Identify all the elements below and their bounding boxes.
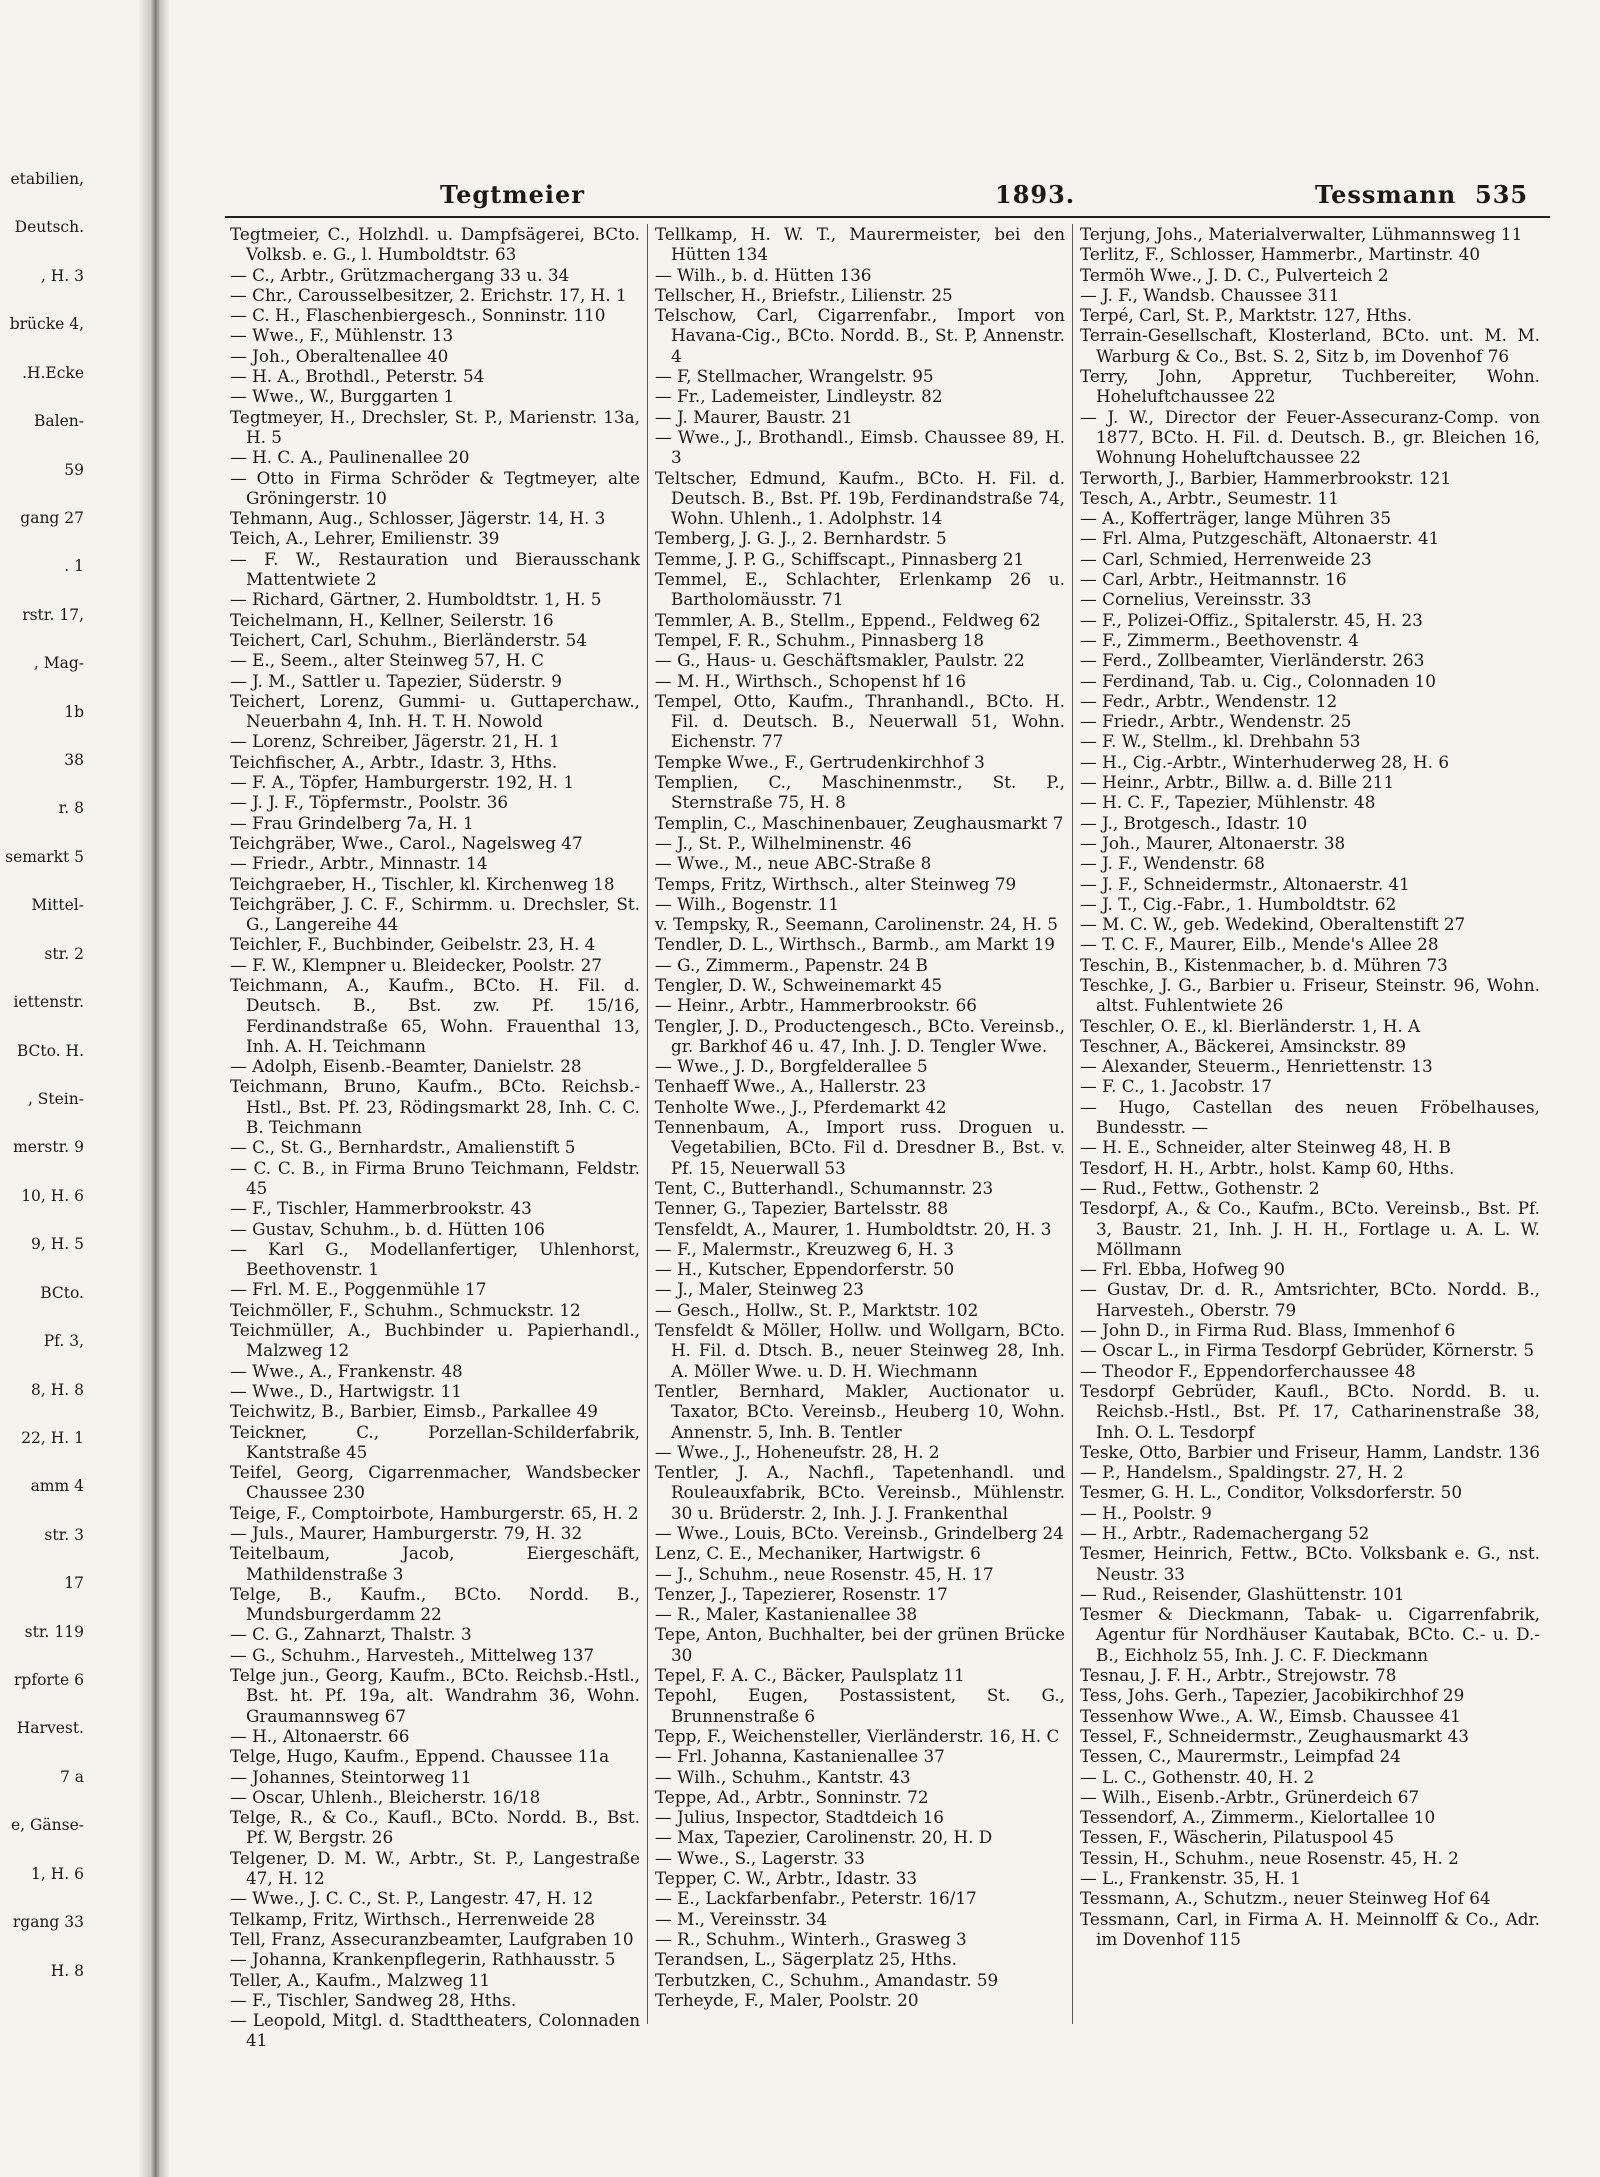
directory-entry: — Joh., Maurer, Altonaerstr. 38 bbox=[1080, 832, 1346, 853]
directory-entry: — H. E., Schneider, alter Steinweg 48, H. B bbox=[1080, 1137, 1451, 1158]
directory-entry: — H. A., Brothdl., Peterstr. 54 bbox=[230, 366, 485, 387]
directory-entry: Tesnau, J. F. H., Arbtr., Strejowstr. 78 bbox=[1080, 1665, 1397, 1686]
directory-entry: — R., Schuhm., Winterh., Grasweg 3 bbox=[655, 1928, 967, 1949]
directory-entry: Teschler, O. E., kl. Bierländerstr. 1, H. A bbox=[1080, 1015, 1421, 1036]
left-page-text: Balen- bbox=[34, 412, 84, 431]
left-page-text: 1b bbox=[64, 702, 84, 721]
directory-entry: — Wwe., J. D., Borgfelderallee 5 bbox=[655, 1056, 928, 1077]
directory-entry: — Wwe., Louis, BCto. Vereinsb., Grindelberg 24 bbox=[655, 1523, 1064, 1543]
directory-entry: — J. W., Director der Feuer-Assecuranz-Comp. von 1877, BCto. H. Fil. d. Deutsch. B., gr. Bleichen 16, Wohnung Hoheluftchaussee 22 bbox=[1080, 406, 1540, 468]
directory-entry: — H., Altonaerstr. 66 bbox=[230, 1725, 410, 1746]
directory-entry: Tessin, H., Schuhm., neue Rosenstr. 45, H. 2 bbox=[1080, 1847, 1459, 1868]
directory-entry: — M. H., Wirthsch., Schopenst hf 16 bbox=[655, 670, 967, 691]
directory-entry: — C. C. B., in Firma Bruno Teichmann, Feldstr. 45 bbox=[230, 1157, 640, 1198]
directory-entry: — J. F., Wendenstr. 68 bbox=[1080, 853, 1265, 874]
left-page-text: H. 8 bbox=[50, 1961, 84, 1980]
directory-entry: Teichert, Carl, Schuhm., Bierländerstr. 54 bbox=[230, 629, 587, 650]
directory-entry: — Wwe., F., Mühlenstr. 13 bbox=[230, 325, 454, 346]
directory-entry: Telge, B., Kaufm., BCto. Nordd. B., Mundsburgerdamm 22 bbox=[230, 1583, 640, 1625]
directory-entry: — F. A., Töpfer, Hamburgerstr. 192, H. 1 bbox=[230, 772, 575, 793]
directory-entry: Terrain-Gesellschaft, Klosterland, BCto. unt. M. M. Warburg & Co., Bst. S. 2, Sitz b, im Dovenhof 76 bbox=[1080, 325, 1540, 366]
directory-entry: Terjung, Johs., Materialverwalter, Lühmannsweg 11 bbox=[1080, 224, 1523, 244]
directory-entry: — Lorenz, Schreiber, Jägerstr. 21, H. 1 bbox=[230, 731, 560, 752]
left-page-text: str. 119 bbox=[24, 1622, 84, 1641]
directory-entry: Telge jun., Georg, Kaufm., BCto. Reichsb.-Hstl., Bst. ht. Pf. 19a, alt. Wandrahm 36, Wohn. Graumannsweg 67 bbox=[230, 1665, 640, 1726]
directory-entry: Tenner, G., Tapezier, Bartelsstr. 88 bbox=[655, 1198, 949, 1219]
directory-entry: — F. W., Restauration und Bierausschank Mattentwiete 2 bbox=[230, 548, 640, 590]
directory-entry: — A., Kofferträger, lange Mühren 35 bbox=[1080, 508, 1392, 529]
directory-entry: — Wwe., D., Hartwigstr. 11 bbox=[230, 1380, 462, 1401]
directory-entry: Tessen, C., Maurermstr., Leimpfad 24 bbox=[1080, 1746, 1401, 1767]
directory-entry: — L. C., Gothenstr. 40, H. 2 bbox=[1080, 1766, 1315, 1787]
directory-entry: — Wwe., J., Brothandl., Eimsb. Chaussee 89, H. 3 bbox=[655, 426, 1065, 468]
directory-entry: — Fr., Lademeister, Lindleystr. 82 bbox=[655, 386, 943, 407]
directory-entry: Tessmann, Carl, in Firma A. H. Meinnolff & Co., Adr. im Dovenhof 115 bbox=[1080, 1908, 1540, 1949]
left-page-text: , Mag- bbox=[33, 654, 84, 673]
directory-entry: Tepp, F., Weichensteller, Vierländerstr. 16, H. C bbox=[655, 1725, 1060, 1746]
directory-column-2 bbox=[655, 224, 1065, 2054]
page-header bbox=[230, 180, 1550, 216]
directory-entry: — Chr., Carousselbesitzer, 2. Erichstr. 17, H. 1 bbox=[230, 284, 627, 305]
directory-entry: Lenz, C. E., Mechaniker, Hartwigstr. 6 bbox=[655, 1543, 981, 1564]
directory-entry: — F. W., Klempner u. Bleidecker, Poolstr. 27 bbox=[230, 954, 602, 975]
directory-entry: — Wwe., A., Frankenstr. 48 bbox=[230, 1360, 463, 1381]
left-page-text: 1, H. 6 bbox=[31, 1864, 84, 1883]
directory-entry: — Friedr., Arbtr., Wendenstr. 25 bbox=[1080, 711, 1352, 732]
directory-entry: Tesdorpf Gebrüder, Kaufl., BCto. Nordd. B. u. Reichsb.-Hstl., Bst. Pf. 17, Catharinenstraße 38, Inh. O. L. Tesdorpf bbox=[1080, 1380, 1540, 1442]
directory-entry: Tess, Johs. Gerh., Tapezier, Jacobikirchhof 29 bbox=[1080, 1685, 1465, 1706]
directory-entry: — Ferd., Zollbeamter, Vierländerstr. 263 bbox=[1080, 650, 1425, 671]
directory-entry: — John D., in Firma Rud. Blass, Immenhof 6 bbox=[1080, 1320, 1456, 1341]
directory-entry: Tessen, F., Wäscherin, Pilatuspool 45 bbox=[1080, 1827, 1395, 1848]
directory-entry: Teller, A., Kaufm., Malzweg 11 bbox=[230, 1969, 491, 1990]
directory-entry: — C., Arbtr., Grützmachergang 33 u. 34 bbox=[230, 264, 570, 285]
directory-entry: Teichfischer, A., Arbtr., Idastr. 3, Hths. bbox=[230, 751, 558, 772]
directory-entry: — J. F., Wandsb. Chaussee 311 bbox=[1080, 284, 1340, 305]
directory-entry: — Wilh., b. d. Hütten 136 bbox=[655, 264, 872, 285]
directory-entry: — Wwe., M., neue ABC-Straße 8 bbox=[655, 853, 932, 874]
directory-entry: Tengler, J. D., Productengesch., BCto. Vereinsb., gr. Barkhof 46 u. 47, Inh. J. D. Tengler Wwe. bbox=[655, 1015, 1065, 1056]
directory-entry: — H., Kutscher, Eppendorferstr. 50 bbox=[655, 1259, 955, 1280]
directory-entry: Telgener, D. M. W., Arbtr., St. P., Langestraße 47, H. 12 bbox=[230, 1847, 640, 1889]
directory-entry: Tesch, A., Arbtr., Seumestr. 11 bbox=[1080, 487, 1339, 508]
directory-entry: Templin, C., Maschinenbauer, Zeughausmarkt 7 bbox=[655, 812, 1064, 833]
directory-entry: Teltscher, Edmund, Kaufm., BCto. H. Fil. d. Deutsch. B., Bst. Pf. 19b, Ferdinandstraße 74, Wohn. Uhlenh., 1. Adolphstr. 14 bbox=[655, 467, 1065, 529]
left-page-text: Pf. 3, bbox=[43, 1332, 84, 1351]
left-page-text: str. 3 bbox=[44, 1525, 84, 1544]
directory-entry: Tenhaeff Wwe., A., Hallerstr. 23 bbox=[655, 1076, 927, 1097]
directory-entry: Tesdorpf, A., & Co., Kaufm., BCto. Vereinsb., Bst. Pf. 3, Baustr. 21, Inh. J. H. H., Fortlage u. A. L. W. Möllmann bbox=[1080, 1198, 1540, 1259]
directory-entry: Teichgraeber, H., Tischler, kl. Kirchenweg 18 bbox=[230, 873, 615, 894]
directory-entry: — Rud., Fettw., Gothenstr. 2 bbox=[1080, 1177, 1320, 1198]
directory-entry: — G., Zimmerm., Papenstr. 24 B bbox=[655, 954, 928, 975]
directory-entry: — Cornelius, Vereinsstr. 33 bbox=[1080, 589, 1312, 610]
directory-entry: — G., Schuhm., Harvesteh., Mittelweg 137 bbox=[230, 1644, 595, 1665]
left-page-text: gang 27 bbox=[20, 508, 84, 527]
directory-entry: Terpé, Carl, St. P., Marktstr. 127, Hths. bbox=[1080, 305, 1413, 326]
directory-entry: Temme, J. P. G., Schiffscapt., Pinnasberg 21 bbox=[655, 548, 1025, 569]
left-page-text: 22, H. 1 bbox=[21, 1428, 84, 1447]
directory-entry: — Fedr., Arbtr., Wendenstr. 12 bbox=[1080, 690, 1338, 711]
left-page-fragment bbox=[0, 150, 142, 2080]
directory-entry: — Juls., Maurer, Hamburgerstr. 79, H. 32 bbox=[230, 1523, 583, 1543]
directory-entry: Tepe, Anton, Buchhalter, bei der grünen Brücke 30 bbox=[655, 1624, 1065, 1665]
column-divider-2 bbox=[1072, 224, 1073, 2024]
directory-entry: — Wwe., J. C. C., St. P., Langestr. 47, H. 12 bbox=[230, 1888, 594, 1909]
directory-entry: — Theodor F., Eppendorferchaussee 48 bbox=[1080, 1360, 1416, 1381]
directory-entry: — Rud., Reisender, Glashüttenstr. 101 bbox=[1080, 1583, 1405, 1604]
directory-entry: — M., Vereinsstr. 34 bbox=[655, 1908, 828, 1929]
left-page-text: amm 4 bbox=[30, 1477, 84, 1496]
directory-entry: Teppe, Ad., Arbtr., Sonninstr. 72 bbox=[655, 1786, 929, 1807]
directory-entry: Tessmann, A., Schutzm., neuer Steinweg Hof 64 bbox=[1080, 1888, 1491, 1909]
directory-entry: — J. Maurer, Baustr. 21 bbox=[655, 406, 853, 427]
directory-entry: — Leopold, Mitgl. d. Stadttheaters, Colonnaden 41 bbox=[230, 2010, 640, 2051]
directory-entry: Teichmann, Bruno, Kaufm., BCto. Reichsb.-Hstl., Bst. Pf. 23, Rödingsmarkt 28, Inh. C. C. B. Teichmann bbox=[230, 1076, 640, 1138]
directory-entry: Teske, Otto, Barbier und Friseur, Hamm, Landstr. 136 bbox=[1080, 1441, 1540, 1462]
header-right-word: Tessmann bbox=[1315, 180, 1457, 209]
directory-entry: Tesdorf, H. H., Arbtr., holst. Kamp 60, Hths. bbox=[1080, 1157, 1455, 1178]
directory-entry: — J., Schuhm., neue Rosenstr. 45, H. 17 bbox=[655, 1563, 994, 1584]
directory-entry: — Joh., Oberaltenallee 40 bbox=[230, 345, 449, 366]
directory-entry: Telkamp, Fritz, Wirthsch., Herrenweide 28 bbox=[230, 1908, 596, 1929]
directory-entry: — F., Polizei-Offiz., Spitalerstr. 45, H. 23 bbox=[1080, 609, 1423, 630]
left-page-text: 7 a bbox=[59, 1767, 84, 1786]
directory-entry: Telschow, Carl, Cigarrenfabr., Import von Havana-Cig., BCto. Nordd. B., St. P, Annenstr. 4 bbox=[655, 305, 1065, 366]
directory-entry: Tepel, F. A. C., Bäcker, Paulsplatz 11 bbox=[655, 1665, 965, 1686]
left-page-text: 10, H. 6 bbox=[21, 1186, 84, 1205]
left-page-text: merstr. 9 bbox=[13, 1138, 84, 1157]
directory-entry: — H., Poolstr. 9 bbox=[1080, 1502, 1212, 1523]
directory-entry: Teichmüller, A., Buchbinder u. Papierhandl., Malzweg 12 bbox=[230, 1320, 640, 1361]
directory-entry: — Oscar, Uhlenh., Bleicherstr. 16/18 bbox=[230, 1786, 541, 1807]
directory-entry: — Hugo, Castellan des neuen Fröbelhauses, Bundesstr. — bbox=[1080, 1096, 1540, 1138]
directory-entry: — H., Arbtr., Rademachergang 52 bbox=[1080, 1523, 1370, 1543]
left-page-text: Deutsch. bbox=[14, 218, 84, 237]
directory-entry: Tehmann, Aug., Schlosser, Jägerstr. 14, H. 3 bbox=[230, 508, 606, 529]
directory-entry: — C. H., Flaschenbiergesch., Sonninstr. 110 bbox=[230, 305, 606, 326]
directory-entry: Terlitz, F., Schlosser, Hammerbr., Martinstr. 40 bbox=[1080, 244, 1481, 265]
directory-entry: — Frl. M. E., Poggenmühle 17 bbox=[230, 1279, 487, 1300]
directory-entry: Terheyde, F., Maler, Poolstr. 20 bbox=[655, 1989, 919, 2010]
directory-entry: Teichler, F., Buchbinder, Geibelstr. 23, H. 4 bbox=[230, 934, 596, 955]
directory-entry: v. Tempsky, R., Seemann, Carolinenstr. 24, H. 5 bbox=[655, 914, 1058, 935]
directory-entry: — Frl. Ebba, Hofweg 90 bbox=[1080, 1259, 1285, 1280]
directory-entry: — Ferdinand, Tab. u. Cig., Colonnaden 10 bbox=[1080, 670, 1436, 691]
directory-entry: — F., Zimmerm., Beethovenstr. 4 bbox=[1080, 629, 1359, 650]
left-page-text: , Stein- bbox=[27, 1090, 84, 1108]
directory-entry: — Wwe., S., Lagerstr. 33 bbox=[655, 1847, 865, 1868]
directory-entry: Tellkamp, H. W. T., Maurermeister, bei den Hütten 134 bbox=[655, 224, 1065, 265]
left-page-text: Harvest. bbox=[16, 1719, 84, 1738]
left-page-text: BCto. bbox=[40, 1283, 84, 1302]
directory-entry: Tegtmeier, C., Holzhdl. u. Dampfsägerei, BCto. Volksb. e. G., l. Humboldtstr. 63 bbox=[230, 224, 640, 265]
directory-entry: — Frl. Alma, Putzgeschäft, Altonaerstr. 41 bbox=[1080, 528, 1440, 549]
left-page-text: e, Gänse- bbox=[11, 1816, 84, 1835]
directory-entry: Tepper, C. W., Arbtr., Idastr. 33 bbox=[655, 1868, 918, 1889]
left-page-text: .H.Ecke bbox=[22, 363, 84, 382]
directory-entry: — Alexander, Steuerm., Henriettenstr. 13 bbox=[1080, 1056, 1433, 1077]
directory-entry: — F., Tischler, Sandweg 28, Hths. bbox=[230, 1989, 517, 2010]
left-page-text: Mittel- bbox=[31, 896, 84, 915]
left-page-text: r. 8 bbox=[58, 799, 84, 818]
directory-entry: Telge, R., & Co., Kaufl., BCto. Nordd. B., Bst. Pf. W, Bergstr. 26 bbox=[230, 1807, 640, 1848]
directory-entry: — Richard, Gärtner, 2. Humboldtstr. 1, H. 5 bbox=[230, 589, 602, 610]
directory-entry: — P., Handelsm., Spaldingstr. 27, H. 2 bbox=[1080, 1462, 1404, 1483]
directory-entry: — Wilh., Bogenstr. 11 bbox=[655, 893, 840, 914]
left-page-text: 9, H. 5 bbox=[31, 1235, 84, 1254]
left-page-text: semarkt 5 bbox=[5, 847, 84, 866]
left-page-text: rpforte 6 bbox=[14, 1671, 84, 1690]
directory-entry: — H. C. F., Tapezier, Mühlenstr. 48 bbox=[1080, 792, 1376, 813]
directory-entry: Teifel, Georg, Cigarrenmacher, Wandsbecker Chaussee 230 bbox=[230, 1462, 640, 1503]
directory-entry: — J., Brotgesch., Idastr. 10 bbox=[1080, 812, 1308, 833]
directory-entry: Telge, Hugo, Kaufm., Eppend. Chaussee 11a bbox=[230, 1746, 610, 1767]
directory-entry: Tepohl, Eugen, Postassistent, St. G., Brunnenstraße 6 bbox=[655, 1685, 1065, 1726]
directory-entry: — F. W., Stellm., kl. Drehbahn 53 bbox=[1080, 731, 1361, 752]
directory-entry: Tessenhow Wwe., A. W., Eimsb. Chaussee 41 bbox=[1080, 1705, 1461, 1726]
directory-entry: Teich, A., Lehrer, Emilienstr. 39 bbox=[230, 528, 500, 549]
directory-entry: Terry, John, Appretur, Tuchbereiter, Wohn. Hoheluftchaussee 22 bbox=[1080, 366, 1540, 407]
directory-entry: Tempel, F. R., Schuhm., Pinnasberg 18 bbox=[655, 629, 985, 650]
column-divider-1 bbox=[647, 224, 648, 2024]
directory-entry: — Friedr., Arbtr., Minnastr. 14 bbox=[230, 853, 488, 874]
directory-entry: Teschke, J. G., Barbier u. Friseur, Steinstr. 96, Wohn. altst. Fuhlentwiete 26 bbox=[1080, 974, 1540, 1016]
directory-page bbox=[170, 140, 1570, 2070]
directory-entry: Tegtmeyer, H., Drechsler, St. P., Marienstr. 13a, H. 5 bbox=[230, 406, 640, 447]
left-page-text: str. 2 bbox=[44, 944, 84, 963]
directory-entry: — G., Haus- u. Geschäftsmakler, Paulstr. 22 bbox=[655, 650, 1025, 671]
directory-entry: — T. C. F., Maurer, Eilb., Mende's Allee 28 bbox=[1080, 934, 1439, 955]
directory-entry: Temmel, E., Schlachter, Erlenkamp 26 u. Bartholomäusstr. 71 bbox=[655, 569, 1065, 610]
directory-entry: Tesmer, Heinrich, Fettw., BCto. Volksbank e. G., nst. Neustr. 33 bbox=[1080, 1543, 1540, 1584]
left-page-text: 8, H. 8 bbox=[31, 1380, 84, 1399]
directory-entry: — Wilh., Eisenb.-Arbtr., Grünerdeich 67 bbox=[1080, 1786, 1420, 1807]
directory-entry: Tesmer & Dieckmann, Tabak- u. Cigarrenfabrik, Agentur für Nordhäuser Kautabak, BCto. C.- u. D.-B., Eichholz 55, Inh. J. C. F. Dieckmann bbox=[1080, 1604, 1540, 1665]
directory-entry: — Julius, Inspector, Stadtdeich 16 bbox=[655, 1807, 944, 1828]
directory-entry: — Wwe., W., Burggarten 1 bbox=[230, 386, 455, 407]
directory-entry: Teige, F., Comptoirbote, Hamburgerstr. 65, H. 2 bbox=[230, 1502, 639, 1523]
directory-entry: — J. J. F., Töpfermstr., Poolstr. 36 bbox=[230, 792, 509, 813]
directory-entry: — Max, Tapezier, Carolinenstr. 20, H. D bbox=[655, 1827, 993, 1848]
directory-entry: — J., Maler, Steinweg 23 bbox=[655, 1279, 864, 1300]
left-page-text: 59 bbox=[64, 460, 84, 479]
left-page-text: rstr. 17, bbox=[22, 605, 84, 624]
directory-entry: Temmler, A. B., Stellm., Eppend., Feldweg 62 bbox=[655, 609, 1041, 630]
directory-entry: — Frau Grindelberg 7a, H. 1 bbox=[230, 812, 474, 833]
directory-entry: Teichgräber, Wwe., Carol., Nagelsweg 47 bbox=[230, 832, 583, 853]
directory-entry: — Johanna, Krankenpflegerin, Rathhausstr. 5 bbox=[230, 1949, 616, 1970]
left-page-text: . 1 bbox=[64, 557, 84, 576]
directory-entry: — F, Stellmacher, Wrangelstr. 95 bbox=[655, 366, 934, 387]
directory-entry: — M. C. W., geb. Wedekind, Oberaltenstift 27 bbox=[1080, 914, 1466, 935]
directory-entry: Tensfeldt, A., Maurer, 1. Humboldtstr. 20, H. 3 bbox=[655, 1218, 1052, 1239]
directory-entry: — Karl G., Modellanfertiger, Uhlenhorst, Beethovenstr. 1 bbox=[230, 1238, 640, 1280]
left-page-text: , H. 3 bbox=[40, 266, 84, 285]
page-number: 535 bbox=[1475, 180, 1529, 209]
book-gutter bbox=[138, 0, 170, 2177]
directory-entry: — J. M., Sattler u. Tapezier, Süderstr. 9 bbox=[230, 670, 562, 691]
directory-entry: — J. T., Cig.-Fabr., 1. Humboldtstr. 62 bbox=[1080, 893, 1397, 914]
directory-entry: Terandsen, L., Sägerplatz 25, Hths. bbox=[655, 1949, 957, 1970]
directory-entry: Terworth, J., Barbier, Hammerbrookstr. 121 bbox=[1080, 467, 1452, 488]
directory-entry: Tentler, Bernhard, Makler, Auctionator u. Taxator, BCto. Vereinsb., Heuberg 10, Wohn. Annenstr. 5, Inh. B. Tentler bbox=[655, 1380, 1065, 1442]
directory-entry: Teichelmann, H., Kellner, Seilerstr. 16 bbox=[230, 609, 554, 630]
directory-entry: — F., Tischler, Hammerbrookstr. 43 bbox=[230, 1198, 532, 1219]
left-page-text: etabilien, bbox=[10, 170, 84, 188]
directory-entry: Tempke Wwe., F., Gertrudenkirchhof 3 bbox=[655, 751, 985, 772]
directory-entry: Tell, Franz, Assecuranzbeamter, Laufgraben 10 bbox=[230, 1928, 634, 1949]
directory-entry: — H. C. A., Paulinenallee 20 bbox=[230, 447, 470, 468]
directory-entry: Tent, C., Butterhandl., Schumannstr. 23 bbox=[655, 1177, 994, 1198]
directory-entry: — Johannes, Steintorweg 11 bbox=[230, 1766, 472, 1787]
directory-entry: Teickner, C., Porzellan-Schilderfabrik, Kantstraße 45 bbox=[230, 1421, 640, 1462]
directory-entry: — Frl. Johanna, Kastanienallee 37 bbox=[655, 1746, 945, 1767]
directory-entry: Tesmer, G. H. L., Conditor, Volksdorferstr. 50 bbox=[1080, 1482, 1463, 1503]
directory-entry: — Gesch., Hollw., St. P., Marktstr. 102 bbox=[655, 1299, 979, 1320]
directory-entry: Teschner, A., Bäckerei, Amsinckstr. 89 bbox=[1080, 1035, 1407, 1056]
directory-entry: Tellscher, H., Briefstr., Lilienstr. 25 bbox=[655, 284, 953, 305]
directory-entry: Teitelbaum, Jacob, Eiergeschäft, Mathildenstraße 3 bbox=[230, 1543, 640, 1584]
left-page-text: rgang 33 bbox=[12, 1913, 84, 1932]
directory-entry: Teichert, Lorenz, Gummi- u. Guttaperchaw., Neuerbahn 4, Inh. H. T. H. Nowold bbox=[230, 690, 640, 732]
directory-entry: Terbutzken, C., Schuhm., Amandastr. 59 bbox=[655, 1969, 999, 1990]
directory-entry: Teschin, B., Kistenmacher, b. d. Mühren 73 bbox=[1080, 954, 1448, 975]
directory-entry: — Oscar L., in Firma Tesdorpf Gebrüder, Körnerstr. 5 bbox=[1080, 1340, 1535, 1361]
directory-entry: — E., Lackfarbenfabr., Peterstr. 16/17 bbox=[655, 1888, 977, 1909]
directory-entry: Teichgräber, J. C. F., Schirmm. u. Drechsler, St. G., Langereihe 44 bbox=[230, 893, 640, 935]
directory-entry: Teichmann, A., Kaufm., BCto. H. Fil. d. Deutsch. B., Bst. zw. Pf. 15/16, Ferdinandstraße 65, Wohn. Frauenthal 13, Inh. A. H. Teichmann bbox=[230, 974, 640, 1056]
header-left-word: Tegtmeier bbox=[440, 180, 585, 209]
directory-entry: — Otto in Firma Schröder & Tegtmeyer, alte Gröningerstr. 10 bbox=[230, 467, 640, 508]
directory-entry: Templien, C., Maschinenmstr., St. P., Sternstraße 75, H. 8 bbox=[655, 772, 1065, 813]
left-page-text: BCto. H. bbox=[16, 1041, 84, 1060]
directory-entry: — Wilh., Schuhm., Kantstr. 43 bbox=[655, 1766, 911, 1787]
directory-entry: Temps, Fritz, Wirthsch., alter Steinweg 79 bbox=[655, 873, 1017, 894]
directory-entry: Tenholte Wwe., J., Pferdemarkt 42 bbox=[655, 1096, 947, 1117]
directory-column-1 bbox=[230, 224, 640, 2054]
directory-entry: Tessendorf, A., Zimmerm., Kielortallee 10 bbox=[1080, 1807, 1436, 1828]
directory-entry: — Carl, Arbtr., Heitmannstr. 16 bbox=[1080, 569, 1347, 590]
directory-entry: — Gustav, Dr. d. R., Amtsrichter, BCto. Nordd. B., Harvesteh., Oberstr. 79 bbox=[1080, 1279, 1540, 1320]
directory-entry: — Adolph, Eisenb.-Beamter, Danielstr. 28 bbox=[230, 1056, 582, 1077]
left-page-text: brücke 4, bbox=[9, 315, 84, 334]
directory-entry: Tessel, F., Schneidermstr., Zeughausmarkt 43 bbox=[1080, 1725, 1469, 1746]
directory-entry: — C. G., Zahnarzt, Thalstr. 3 bbox=[230, 1624, 472, 1645]
directory-entry: — C., St. G., Bernhardstr., Amalienstift 5 bbox=[230, 1137, 576, 1158]
directory-entry: Temberg, J. G. J., 2. Bernhardstr. 5 bbox=[655, 528, 947, 549]
directory-entry: Teichwitz, B., Barbier, Eimsb., Parkallee 49 bbox=[230, 1401, 598, 1422]
directory-entry: — Wwe., J., Hoheneufstr. 28, H. 2 bbox=[655, 1441, 940, 1462]
directory-entry: — R., Maler, Kastanienallee 38 bbox=[655, 1604, 918, 1625]
directory-entry: — Heinr., Arbtr., Billw. a. d. Bille 211 bbox=[1080, 772, 1395, 793]
directory-entry: — J., St. P., Wilhelminenstr. 46 bbox=[655, 832, 912, 853]
directory-entry: — F. C., 1. Jacobstr. 17 bbox=[1080, 1076, 1272, 1097]
directory-entry: Tennenbaum, A., Import russ. Droguen u. Vegetabilien, BCto. Fil d. Dresdner B., Bst. v. Pf. 15, Neuerwall 53 bbox=[655, 1117, 1065, 1178]
directory-entry: Tentler, J. A., Nachfl., Tapetenhandl. und Rouleauxfabrik, BCto. Vereinsb., Mühlenstr. 30 u. Brüderstr. 2, Inh. J. J. Frankenthal bbox=[655, 1462, 1065, 1523]
directory-entry: — Gustav, Schuhm., b. d. Hütten 106 bbox=[230, 1218, 545, 1239]
directory-entry: Termöh Wwe., J. D. C., Pulverteich 2 bbox=[1080, 264, 1389, 285]
header-rule bbox=[225, 216, 1550, 218]
directory-entry: — Carl, Schmied, Herrenweide 23 bbox=[1080, 548, 1372, 569]
directory-entry: Tempel, Otto, Kaufm., Thranhandl., BCto. H. Fil. d. Deutsch. B., Neuerwall 51, Wohn. Eichenstr. 77 bbox=[655, 690, 1065, 752]
directory-entry: Tensfeldt & Möller, Hollw. und Wollgarn, BCto. H. Fil. d. Dtsch. B., neuer Steinweg 28, Inh. A. Möller Wwe. u. D. H. Wiechmann bbox=[655, 1320, 1065, 1381]
directory-entry: — L., Frankenstr. 35, H. 1 bbox=[1080, 1868, 1301, 1889]
left-page-text: 17 bbox=[64, 1574, 84, 1593]
directory-entry: — H., Cig.-Arbtr., Winterhuderweg 28, H. 6 bbox=[1080, 751, 1450, 772]
directory-entry: — J. F., Schneidermstr., Altonaerstr. 41 bbox=[1080, 873, 1410, 894]
directory-entry: Tenzer, J., Tapezierer, Rosenstr. 17 bbox=[655, 1583, 948, 1604]
header-year: 1893. bbox=[995, 180, 1076, 209]
directory-entry: — F., Malermstr., Kreuzweg 6, H. 3 bbox=[655, 1238, 954, 1259]
directory-entry: — E., Seem., alter Steinweg 57, H. C bbox=[230, 650, 544, 671]
directory-column-3 bbox=[1080, 224, 1540, 2054]
directory-entry: Tengler, D. W., Schweinemarkt 45 bbox=[655, 974, 942, 995]
directory-entry: Tendler, D. L., Wirthsch., Barmb., am Markt 19 bbox=[655, 934, 1055, 955]
left-page-text: 38 bbox=[64, 751, 84, 770]
directory-entry: Teichmöller, F., Schuhm., Schmuckstr. 12 bbox=[230, 1299, 581, 1320]
directory-entry: — Heinr., Arbtr., Hammerbrookstr. 66 bbox=[655, 995, 977, 1016]
left-page-text: iettenstr. bbox=[13, 993, 84, 1012]
